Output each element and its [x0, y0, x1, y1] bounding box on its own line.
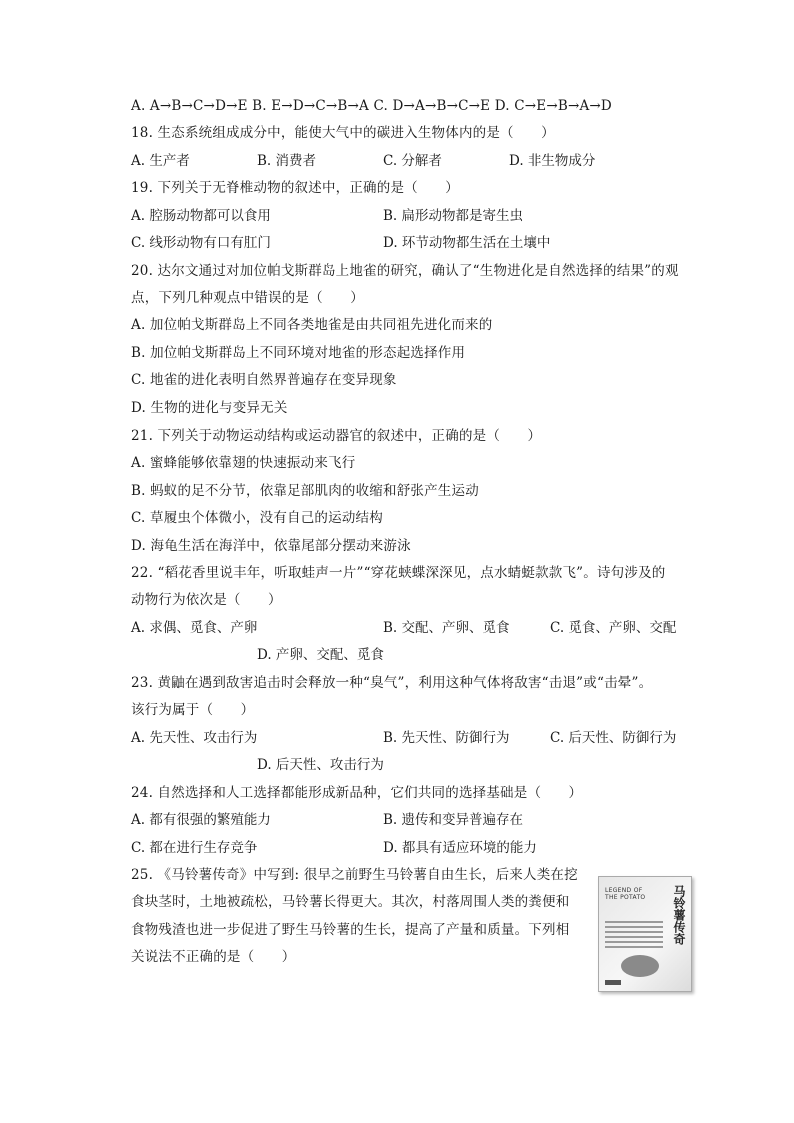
- q19-option-d: D. 环节动物都生活在土壤中: [383, 235, 551, 251]
- question-20-line2: 点，下列几种观点中错误的是（ ）: [131, 290, 364, 306]
- question-21: 21. 下列关于动物运动结构或运动器官的叙述中，正确的是（ ）: [131, 428, 542, 444]
- q24-option-b: B. 遗传和变异普遍存在: [383, 812, 524, 828]
- q22-option-a: A. 求偶、觅食、产卵: [131, 620, 258, 636]
- book-cover-text-lines: [605, 921, 663, 951]
- question-24: 24. 自然选择和人工选择都能形成新品种，它们共同的选择基础是（ ）: [131, 785, 583, 801]
- q21-option-b: B. 蚂蚁的足不分节，依靠足部肌肉的收缩和舒张产生运动: [131, 483, 479, 499]
- q22-option-d: D. 产卵、交配、觅食: [257, 647, 384, 663]
- q17-options: A. A→B→C→D→E B. E→D→C→B→A C. D→A→B→C→E D. C→E→B→A→D: [131, 98, 612, 114]
- potato-illustration: [621, 955, 659, 977]
- q23-option-d: D. 后天性、攻击行为: [257, 757, 384, 773]
- q23-option-b: B. 先天性、防御行为: [383, 730, 510, 746]
- q19-option-a: A. 腔肠动物都可以食用: [131, 208, 271, 224]
- q24-option-d: D. 都具有适应环境的能力: [383, 840, 537, 856]
- q18-option-d: D. 非生物成分: [509, 153, 596, 169]
- q21-option-d: D. 海龟生活在海洋中，依靠尾部分摆动来游泳: [131, 538, 411, 554]
- q22-option-b: B. 交配、产卵、觅食: [383, 620, 510, 636]
- q19-option-c: C. 线形动物有口有肛门: [131, 235, 271, 251]
- question-22-line2: 动物行为依次是（ ）: [131, 592, 282, 608]
- q21-option-a: A. 蜜蜂能够依靠翅的快速振动来飞行: [131, 455, 356, 471]
- q20-option-d: D. 生物的进化与变异无关: [131, 400, 288, 416]
- book-cover-image: [598, 876, 692, 992]
- q24-option-c: C. 都在进行生存竞争: [131, 840, 258, 856]
- question-25-line3: 食物残渣也进一步促进了野生马铃薯的生长，提高了产量和质量。下列相: [131, 922, 570, 938]
- q24-option-a: A. 都有很强的繁殖能力: [131, 812, 271, 828]
- question-22-line1: 22. “稻花香里说丰年，听取蛙声一片”“穿花蛱蝶深深见，点水蜻蜓款款飞”。诗句涉及的: [131, 565, 666, 581]
- question-25-line1: 25. 《马铃薯传奇》中写到: 很早之前野生马铃薯自由生长，后来人类在挖: [131, 867, 578, 883]
- q18-option-b: B. 消费者: [257, 153, 317, 169]
- book-title-english: LEGEND OF THE POTATO: [605, 887, 646, 901]
- q23-option-c: C. 后天性、防御行为: [550, 730, 677, 746]
- q21-option-c: C. 草履虫个体微小，没有自己的运动结构: [131, 510, 383, 526]
- book-title-chinese: 马铃薯传奇: [672, 885, 686, 945]
- question-20-line1: 20. 达尔文通过对加位帕戈斯群岛上地雀的研究，确认了“生物进化是自然选择的结果”的观: [131, 263, 679, 279]
- q23-option-a: A. 先天性、攻击行为: [131, 730, 258, 746]
- question-25-line4: 关说法不正确的是（ ）: [131, 949, 296, 965]
- q20-option-a: A. 加位帕戈斯群岛上不同各类地雀是由共同祖先进化而来的: [131, 317, 493, 333]
- question-23-line2: 该行为属于（ ）: [131, 702, 255, 718]
- question-19: 19. 下列关于无脊椎动物的叙述中，正确的是（ ）: [131, 180, 459, 196]
- q18-option-a: A. 生产者: [131, 153, 190, 169]
- q20-option-b: B. 加位帕戈斯群岛上不同环境对地雀的形态起选择作用: [131, 345, 466, 361]
- question-25-line2: 食块茎时，土地被疏松，马铃薯长得更大。其次，村落周围人类的粪便和: [131, 894, 570, 910]
- q18-option-c: C. 分解者: [383, 153, 442, 169]
- question-18: 18. 生态系统组成成分中，能使大气中的碳进入生物体内的是（ ）: [131, 125, 555, 141]
- q19-option-b: B. 扁形动物都是寄生虫: [383, 208, 524, 224]
- q20-option-c: C. 地雀的进化表明自然界普遍存在变异现象: [131, 372, 397, 388]
- publisher-logo: [605, 980, 621, 985]
- question-23-line1: 23. 黄鼬在遇到敌害追击时会释放一种“臭气”，利用这种气体将敌害“击退”或“击晕”。: [131, 675, 653, 691]
- q22-option-c: C. 觅食、产卵、交配: [550, 620, 677, 636]
